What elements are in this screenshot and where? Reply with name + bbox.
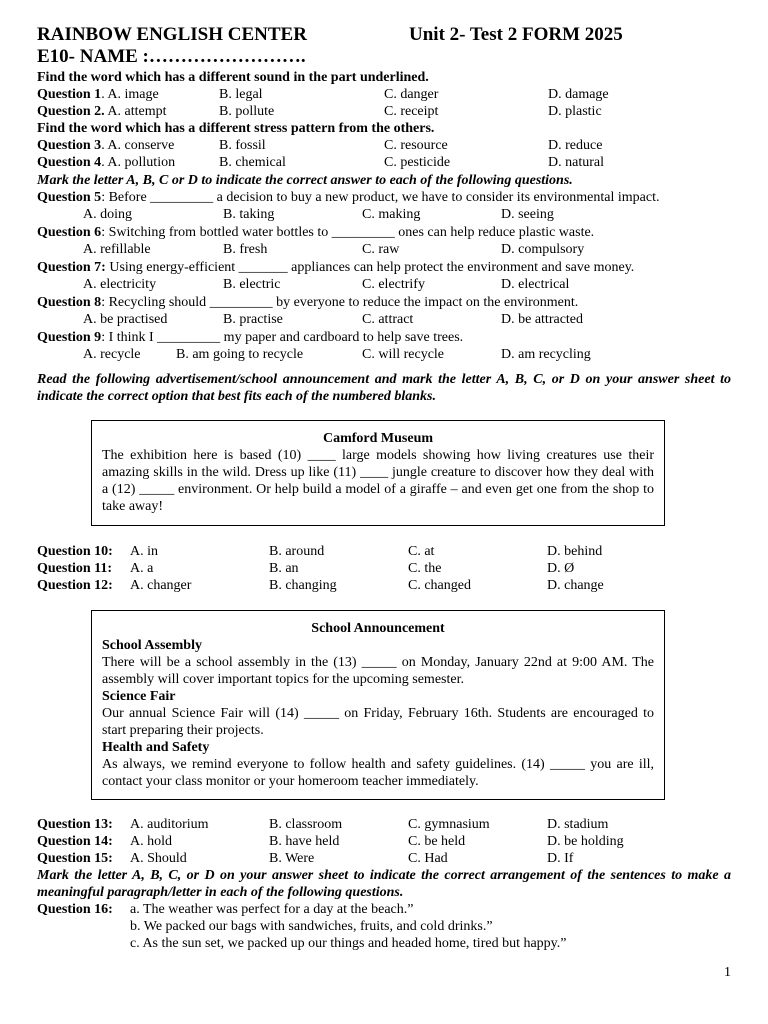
option-d: D. be attracted xyxy=(501,312,584,327)
option-a: A. a xyxy=(130,561,154,576)
question-4: Question 4. A. pollution B. chemical C. pesticide D. natural xyxy=(37,155,604,170)
question-label: Question 3 xyxy=(37,138,102,153)
question-9 xyxy=(37,329,731,346)
option-a: A. in xyxy=(130,544,158,559)
option-c: C. at xyxy=(408,544,435,559)
question-label: Question 12: xyxy=(37,578,113,593)
assembly-heading: School Assembly xyxy=(102,638,202,653)
school-announcement xyxy=(91,610,665,800)
option-d: D. electrical xyxy=(501,277,570,292)
question-label: Question 1 xyxy=(37,87,102,102)
section5-instruction: Mark the letter A, B, C, or D on your answer sheet to indicate the correct arrangement of the sentences to make a meaningful paragraph/letter in each of the following questions. xyxy=(37,868,731,900)
question-stem: : I think I _________ my paper and cardboard to help save trees. xyxy=(101,330,464,345)
option-d: D. compulsory xyxy=(501,242,585,257)
option-a: A. conserve xyxy=(107,138,175,153)
section2-instruction: Find the word which has a different stress pattern from the others. xyxy=(37,121,435,136)
option-a: A. refillable xyxy=(83,242,151,257)
option-c: C. attract xyxy=(362,312,414,327)
question-7-options xyxy=(37,276,731,293)
assembly-text: There will be a school assembly in the (13) _____ on Monday, January 22nd at 9:00 AM. The assembly will cover important topics for the upcoming semester. xyxy=(102,655,654,687)
option-a: A. Should xyxy=(130,851,187,866)
option-b: B. fresh xyxy=(223,242,268,257)
option-a: A. attempt xyxy=(107,104,167,119)
option-c: C. electrify xyxy=(362,277,425,292)
question-16-sentence-c xyxy=(37,935,731,952)
sentence-c: c. As the sun set, we packed up our things and headed home, tired but happy.” xyxy=(130,936,567,951)
question-16 xyxy=(37,901,731,918)
question-15 xyxy=(37,850,731,867)
option-a: A. hold xyxy=(130,834,172,849)
option-c: C. gymnasium xyxy=(408,817,490,832)
option-a: A. recycle xyxy=(83,347,141,362)
option-a: A. pollution xyxy=(107,155,176,170)
option-c: C. pesticide xyxy=(384,155,451,170)
question-5-options xyxy=(37,206,731,223)
option-a: A. electricity xyxy=(83,277,157,292)
option-d: D. damage xyxy=(548,87,609,102)
question-stem: : Switching from bottled water bottles to _________ ones can help reduce plastic waste. xyxy=(101,225,595,240)
option-c: C. making xyxy=(362,207,421,222)
option-d: D. If xyxy=(547,851,574,866)
science-fair-text: Our annual Science Fair will (14) _____ on Friday, February 16th. Students are encouraged to start preparing their projects. xyxy=(102,706,654,738)
health-safety-text: As always, we remind everyone to follow health and safety guidelines. (14) _____ you are ill, contact your class monitor or your homeroom teacher immediately. xyxy=(102,757,654,789)
question-label: Question 10: xyxy=(37,544,113,559)
option-c: C. changed xyxy=(408,578,471,593)
question-10 xyxy=(37,543,731,560)
question-14 xyxy=(37,833,731,850)
option-a: A. be practised xyxy=(83,312,168,327)
question-6 xyxy=(37,224,731,241)
option-b: B. practise xyxy=(223,312,283,327)
question-label: Question 8 xyxy=(37,295,102,310)
option-b: B. chemical xyxy=(219,155,286,170)
option-d: D. seeing xyxy=(501,207,554,222)
question-16-sentence-b xyxy=(37,918,731,935)
option-d: D. be holding xyxy=(547,834,624,849)
museum-title: Camford Museum xyxy=(322,431,434,446)
question-2 xyxy=(37,103,731,120)
option-d: D. am recycling xyxy=(501,347,591,362)
question-label: Question 13: xyxy=(37,817,113,832)
option-b: B. an xyxy=(269,561,299,576)
question-9-options xyxy=(37,346,731,363)
option-c: C. resource xyxy=(384,138,448,153)
section3-instruction: Mark the letter A, B, C or D to indicate the correct answer to each of the following questions. xyxy=(37,173,573,188)
option-c: C. the xyxy=(408,561,442,576)
question-label: Question 11: xyxy=(37,561,113,576)
option-b: B. around xyxy=(269,544,325,559)
option-c: C. will recycle xyxy=(362,347,445,362)
question-11 xyxy=(37,560,731,577)
option-b: B. am going to recycle xyxy=(176,347,304,362)
option-d: D. behind xyxy=(547,544,603,559)
option-b: B. fossil xyxy=(219,138,266,153)
question-label: Question 14: xyxy=(37,834,113,849)
question-label: Question 6 xyxy=(37,225,102,240)
option-d: D. plastic xyxy=(548,104,602,119)
option-c: C. raw xyxy=(362,242,400,257)
question-8-options xyxy=(37,311,731,328)
question-12 xyxy=(37,577,731,594)
option-b: B. changing xyxy=(269,578,337,593)
question-5 xyxy=(37,189,731,206)
option-b: B. electric xyxy=(223,277,281,292)
option-b: B. taking xyxy=(223,207,275,222)
question-label: Question 9 xyxy=(37,330,102,345)
option-a: A. auditorium xyxy=(130,817,209,832)
unit-title: Unit 2- Test 2 FORM 2025 xyxy=(409,24,623,45)
option-b: B. Were xyxy=(269,851,315,866)
page-number: 1 xyxy=(724,965,731,980)
center-name: RAINBOW ENGLISH CENTER xyxy=(37,24,307,45)
option-d: D. Ø xyxy=(547,561,575,576)
question-label: Question 16: xyxy=(37,902,113,917)
worksheet-header xyxy=(37,24,731,68)
museum-text: The exhibition here is based (10) ____ large models showing how living creatures use their amazing skills in the wild. Dress up like (11) ____ jungle creature to discover how they deal with a (12) _____ environment. Or help build a model of a giraffe – and even get one from the shop to take away! xyxy=(102,448,654,514)
science-fair-heading: Science Fair xyxy=(102,689,176,704)
question-label: Question 15: xyxy=(37,851,113,866)
option-b: B. legal xyxy=(219,87,263,102)
option-d: D. reduce xyxy=(548,138,603,153)
option-b: B. classroom xyxy=(269,817,343,832)
question-1: Question 1. A. image B. legal C. danger D. damage xyxy=(37,87,609,102)
question-stem: : Before _________ a decision to buy a new product, we have to consider its environmental impact. xyxy=(101,190,660,205)
option-c: C. receipt xyxy=(384,104,439,119)
question-7 xyxy=(37,259,731,276)
section1-instruction: Find the word which has a different sound in the part underlined. xyxy=(37,70,429,85)
question-13 xyxy=(37,816,731,833)
option-c: C. Had xyxy=(408,851,448,866)
question-3: Question 3. A. conserve B. fossil C. resource D. reduce xyxy=(37,138,603,153)
option-a: A. doing xyxy=(83,207,132,222)
question-label: Question 2. xyxy=(37,104,105,119)
question-label: Question 4 xyxy=(37,155,102,170)
health-safety-heading: Health and Safety xyxy=(102,740,210,755)
option-c: C. be held xyxy=(408,834,466,849)
question-stem: Using energy-efficient _______ appliances can help protect the environment and save money. xyxy=(105,260,635,275)
section4-instruction: Read the following advertisement/school announcement and mark the letter A, B, C, or D on your answer sheet to indicate the correct option that best fits each of the numbered blanks. xyxy=(37,372,731,404)
option-c: C. danger xyxy=(384,87,439,102)
sentence-a: a. The weather was perfect for a day at the beach.” xyxy=(130,902,414,917)
option-a: A. image xyxy=(107,87,159,102)
question-label: Question 7: xyxy=(37,260,106,275)
question-label: Question 5 xyxy=(37,190,102,205)
museum-advertisement xyxy=(91,420,665,526)
option-d: D. natural xyxy=(548,155,604,170)
worksheet-page xyxy=(37,24,731,951)
student-name-line: E10- NAME :……………………. xyxy=(37,46,306,67)
option-b: B. pollute xyxy=(219,104,275,119)
question-stem: : Recycling should _________ by everyone to reduce the impact on the environment. xyxy=(101,295,579,310)
sentence-b: b. We packed our bags with sandwiches, fruits, and cold drinks.” xyxy=(130,919,493,934)
option-a: A. changer xyxy=(130,578,192,593)
option-d: D. stadium xyxy=(547,817,609,832)
option-d: D. change xyxy=(547,578,604,593)
question-8 xyxy=(37,294,731,311)
option-b: B. have held xyxy=(269,834,340,849)
announcement-title: School Announcement xyxy=(311,621,445,636)
question-6-options xyxy=(37,241,731,258)
